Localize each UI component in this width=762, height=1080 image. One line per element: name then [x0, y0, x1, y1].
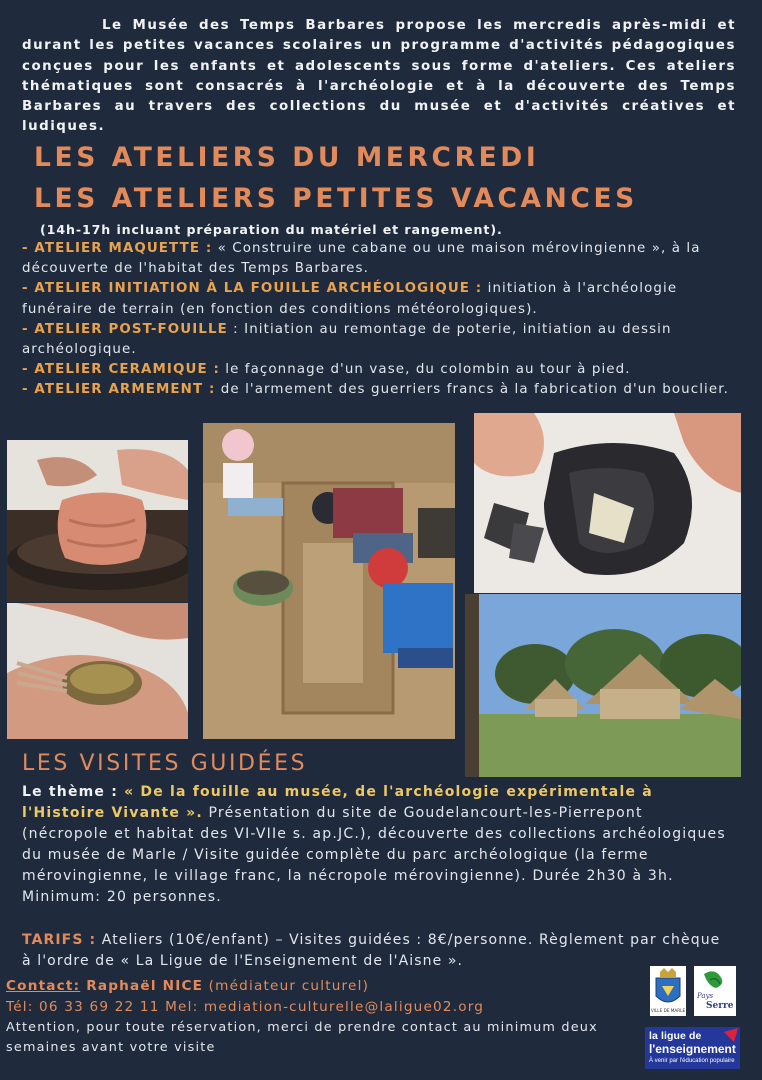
pays-label-1: Pays — [697, 992, 714, 1000]
ligue-mark-icon — [724, 1028, 738, 1042]
pottery-reassembly-photo — [474, 413, 741, 593]
prices-text — [22, 930, 734, 971]
workshop-item — [22, 360, 742, 380]
reservation-warning: Attention, pour toute réservation, merci de prendre contact au minimum deux semaines avant votre visite — [6, 1019, 598, 1056]
contact-phone-email[interactable]: Tél: 06 33 69 22 11 Mel: mediation-culturelle@laligue02.org — [6, 998, 485, 1015]
marle-town-label: VILLE DE MARLE — [650, 1008, 686, 1013]
prices-description: Ateliers (10€/enfant) – Visites guidées : 8€/personne. Règlement par chèque à l'ordre de « La Ligue de l'Enseignement de l'Aisne ». — [22, 932, 721, 969]
workshop-name: - ATELIER MAQUETTE : — [22, 241, 213, 256]
workshop-description: initiation à l'archéologie funéraire de terrain (en fonction des conditions météorologiques). — [22, 281, 678, 317]
guided-tours-text — [22, 782, 732, 908]
ligue-text-1: la ligue de — [649, 1030, 702, 1042]
workshop-description: : Initiation au remontage de poterie, initiation au dessin archéologique. — [22, 321, 672, 358]
workshop-item — [22, 320, 742, 360]
contact-name: Raphaël NICE — [80, 978, 204, 994]
ligue-text-3: À venir par l'éducation populaire — [649, 1058, 735, 1064]
ligue-enseignement-logo — [645, 1027, 740, 1069]
pays-label-2: Serre — [706, 1001, 734, 1011]
workshop-name: - ATELIER INITIATION À LA FOUILLE ARCHÉOLOGIQUE : — [22, 281, 483, 297]
workshop-item — [22, 380, 742, 400]
workshop-item — [22, 239, 742, 279]
merovingian-village-photo — [465, 594, 741, 777]
workshop-description: le façonnage d'un vase, du colombin au tour à pied. — [219, 362, 631, 378]
theme-label: Le thème : — [22, 784, 118, 800]
title-holiday-workshops: LES ATELIERS PETITES VACANCES — [34, 183, 638, 214]
excavation-photo — [203, 423, 455, 739]
guided-tours-title: LES VISITES GUIDÉES — [22, 751, 308, 776]
contact-section — [6, 976, 636, 1059]
clay-bowl-photo — [7, 603, 188, 739]
theme-quote: « De la fouille au musée, de l'archéologie expérimentale à l'Histoire Vivante ». — [22, 784, 653, 821]
marle-town-logo — [650, 966, 686, 1016]
guided-tours-section — [22, 782, 732, 908]
contact-label: Contact: — [6, 978, 81, 994]
title-wednesday-workshops: LES ATELIERS DU MERCREDI — [34, 142, 540, 173]
workshop-description: « Construire une cabane ou une maison mérovingienne », à la découverte de l'habitat des Temps Barbares. — [22, 241, 701, 277]
workshop-description: de l'armement des guerriers francs à la fabrication d'un bouclier. — [215, 382, 729, 398]
workshop-hours: (14h-17h incluant préparation du matériel et rangement). — [40, 222, 503, 237]
workshop-item — [22, 279, 742, 319]
contact-person — [6, 976, 636, 997]
ligue-text-2: l'enseignement — [649, 1042, 736, 1056]
workshop-list — [22, 239, 742, 401]
workshop-name: - ATELIER POST-FOUILLE — [22, 321, 228, 337]
intro-paragraph: Le Musée des Temps Barbares propose les mercredis après-midi et durant les petites vacances scolaires un programme d'activités pédagogiques conçues pour les enfants et adolescents sous forme d'ateliers. Ces ateliers thématiques sont consacrés à l'archéologie et à la découverte des Temps Barbares au travers des collections du musée et d'activités créatives et ludiques. — [22, 18, 736, 135]
prices-section — [22, 930, 734, 971]
pottery-wheel-photo — [7, 440, 188, 602]
contact-role: (médiateur culturel) — [203, 978, 370, 994]
workshop-name: - ATELIER CERAMIQUE : — [22, 362, 220, 378]
guided-tours-description: Présentation du site de Goudelancourt-les-Pierrepont (nécropole et habitat des VI-VIIe s. ap.JC.), découverte des collections archéologiques du musée de Marle / Visite guidée complète du parc archéologique (la ferme mérovingienne, le village franc, la nécropole mérovingienne). Durée 2h30 à 3h. Minimum: 20 personnes. — [22, 805, 726, 905]
prices-label: TARIFS : — [22, 932, 97, 948]
pays-de-la-serre-logo — [694, 966, 736, 1016]
workshop-name: - ATELIER ARMEMENT : — [22, 382, 216, 398]
